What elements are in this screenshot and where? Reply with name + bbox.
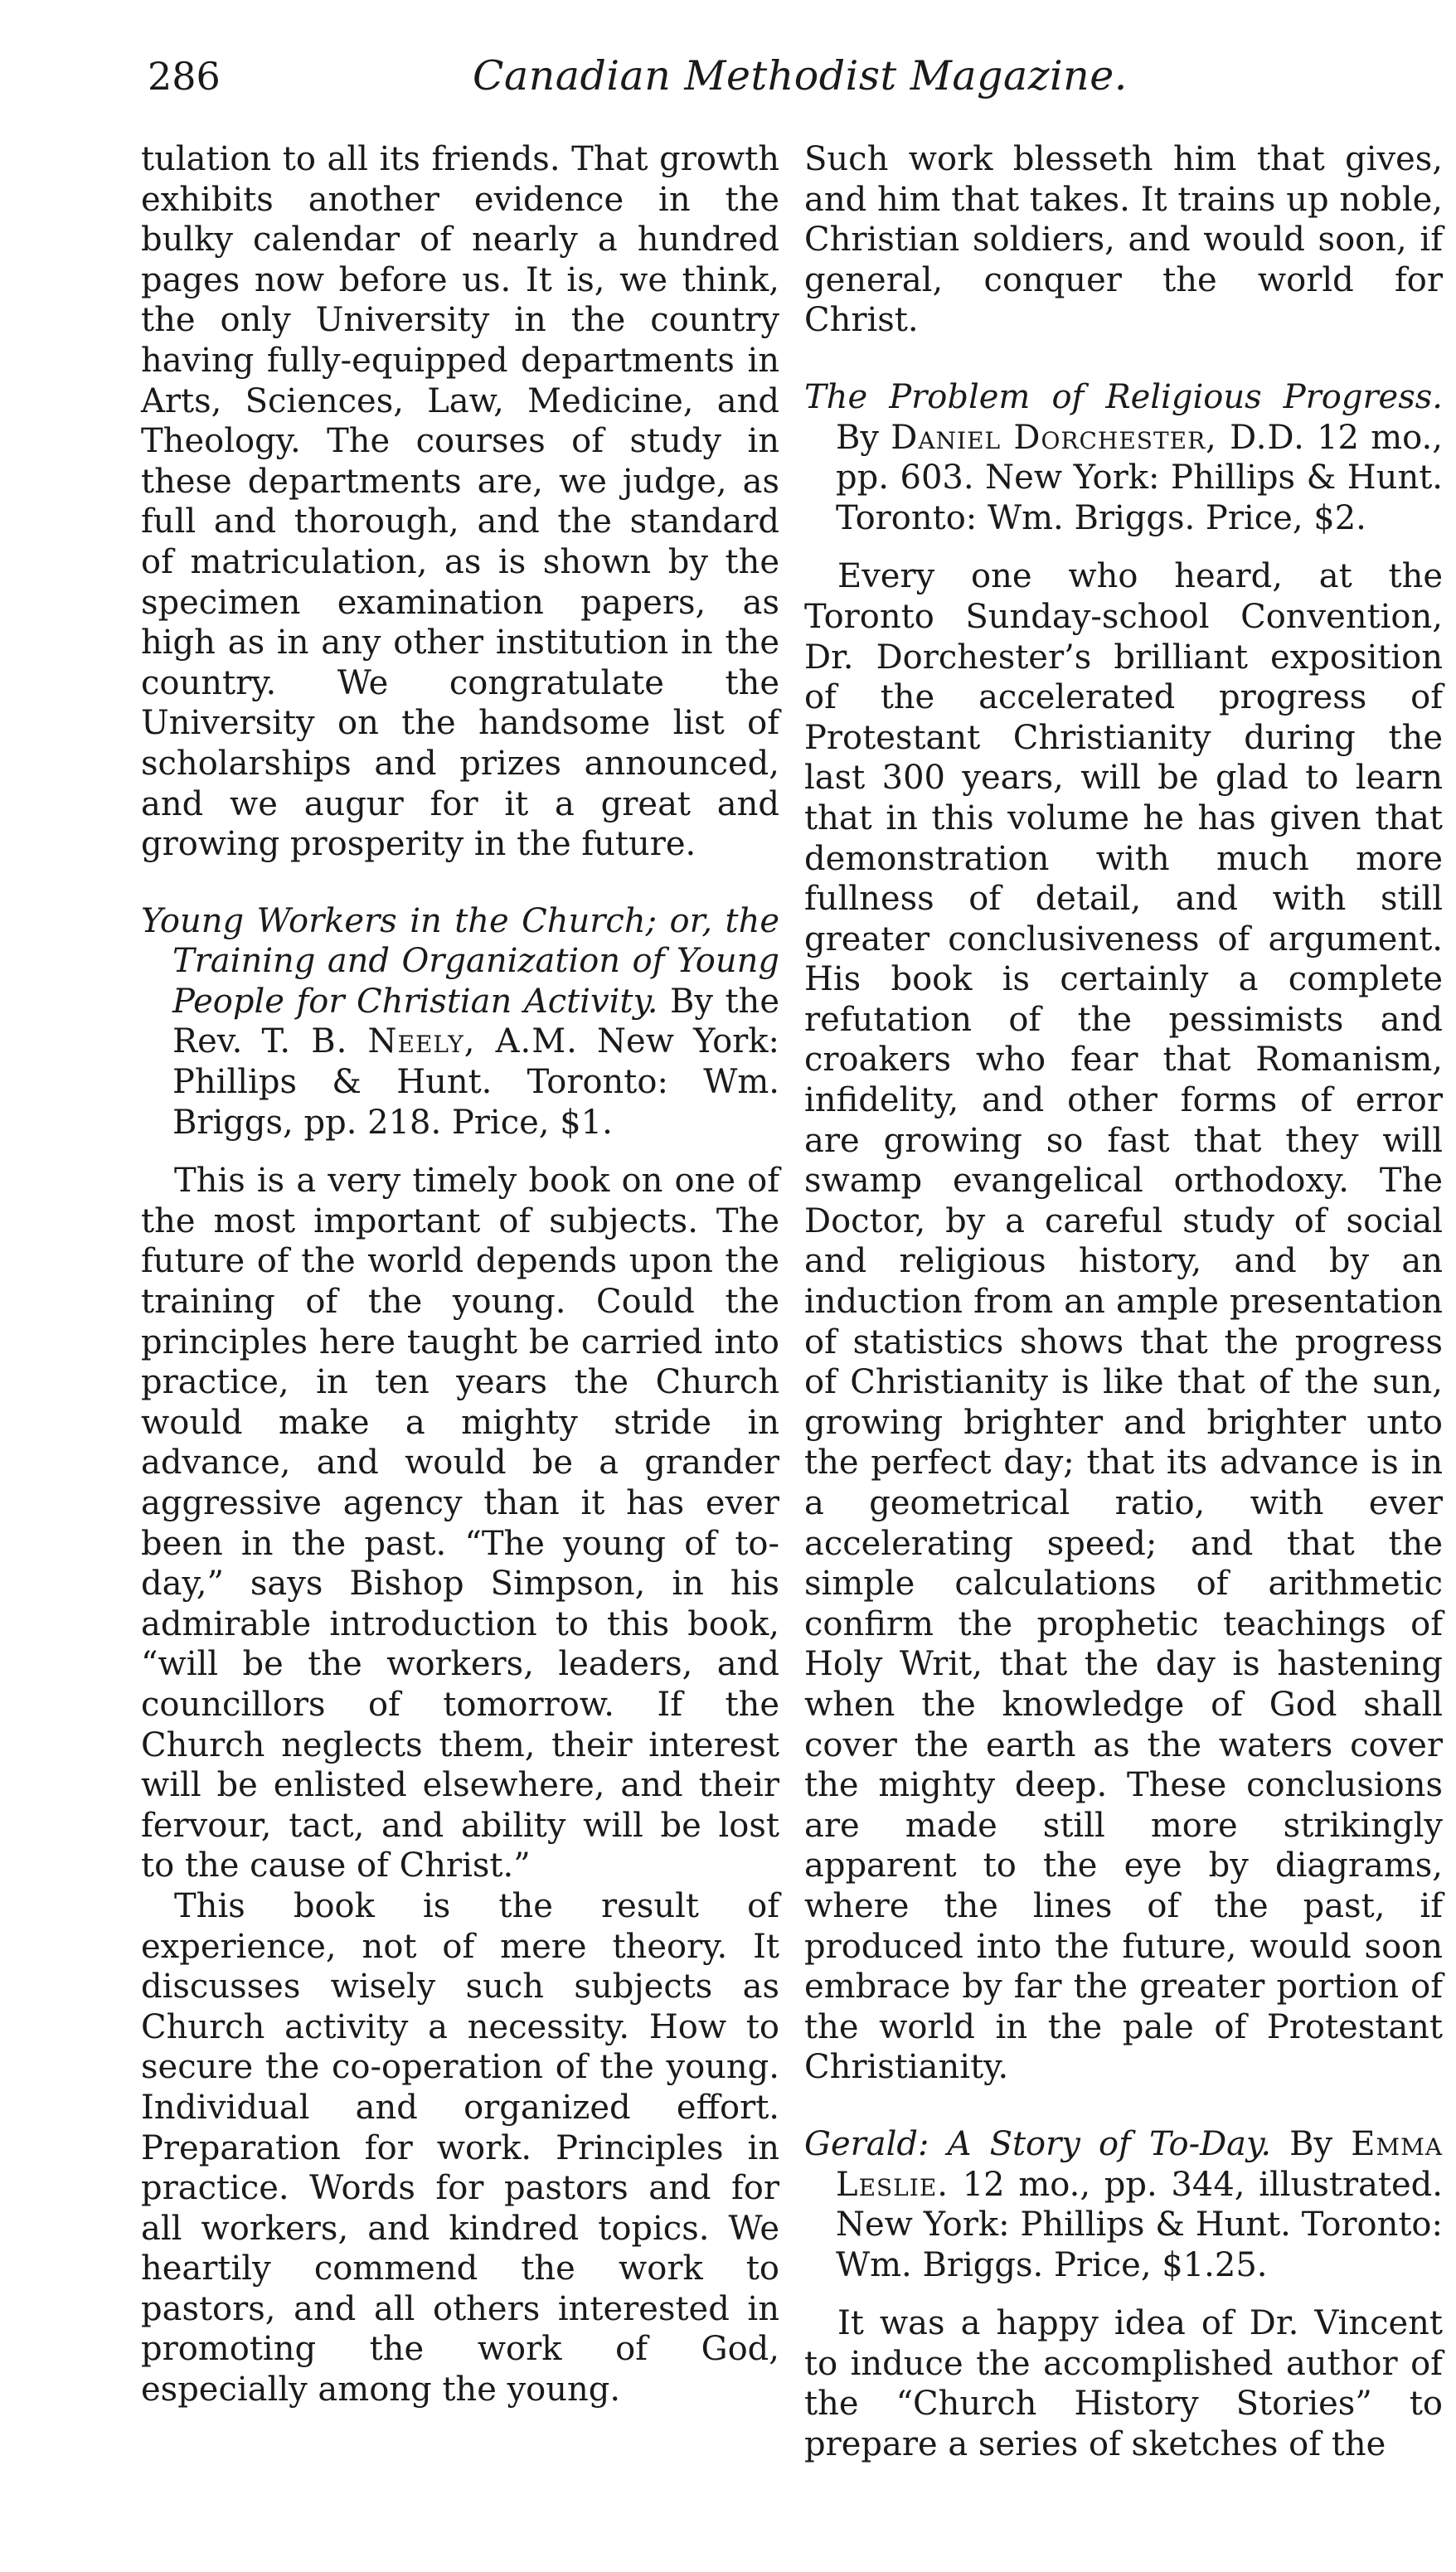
- book-author: Emma Leslie.: [836, 2124, 1443, 2204]
- book-notice-gerald: [804, 2124, 1443, 2285]
- page-number: 286: [148, 54, 221, 99]
- book-by: By the Rev.: [172, 982, 779, 1061]
- intro-paragraph: tulation to all its friends. That growth exhibits another evidence in the bulky calendar of nearly a hundred pages now before us. It is, we think, the only University in the country having fully-equipped departments in Arts, Sciences, Law, Medicine, and Theology. The courses of study in these departments are, we judge, as full and thorough, and the standard of matriculation, as is shown by the specimen examination papers, as high as in any other institution in the country. We congratulate the University on the handsome list of scholarships and prizes announced, and we augur for it a great and growing prosperity in the future.: [141, 140, 779, 864]
- book-details: 12 mo., pp. 344, illustrated. New York: Phillips & Hunt. Toronto: Wm. Briggs. Price, $1.25.: [836, 2165, 1443, 2284]
- review-paragraph: This is a very timely book on one of the most important of subjects. The future of the world depends upon the training of the young. Could the principles here taught be carried into practice, in ten years the Church would make a mighty stride in advance, and would be a grander aggressive agency than it has ever been in the past. “The young of to-day,” says Bishop Simpson, in his admirable introduction to this book, “will be the workers, leaders, and councillors of tomorrow. If the Church neglects them, their interest will be enlisted elsewhere, and their fervour, tact, and ability will be lost to the cause of Christ.”: [141, 1162, 779, 1885]
- book-title: Young Workers in the Church; or, the Training and Organization of Young People for Christian Activity.: [141, 901, 779, 1021]
- book-title: Gerald: A Story of To-Day.: [804, 2124, 1272, 2163]
- book-notice-young-workers: [141, 901, 779, 1143]
- book-by: By: [836, 418, 891, 457]
- book-details: New York: Phillips & Hunt. Toronto: Wm. Briggs, pp. 218. Price, $1.: [172, 1022, 779, 1142]
- review-paragraph: It was a happy idea of Dr. Vincent to induce the accomplished author of the “Church History Stories” to prepare a series of sketches of the: [804, 2304, 1443, 2464]
- book-details: 12 mo., pp. 603. New York: Phillips & Hunt. Toronto: Wm. Briggs. Price, $2.: [836, 418, 1443, 537]
- book-author: T. B. Neely, A.M.: [261, 1022, 578, 1061]
- book-by: By: [1271, 2124, 1352, 2163]
- book-title: The Problem of Religious Progress.: [804, 377, 1443, 416]
- section-gap: [804, 2285, 1443, 2303]
- section-gap: [141, 1143, 779, 1161]
- review-paragraph: This book is the result of experience, not of mere theory. It discusses wisely such subjects as Church activity a necessity. How to secure the co-operation of the young. Individual and organized effort. Preparation for work. Principles in practice. Words for pastors and for all workers, and kindred topics. We heartily commend the work to pastors, and all others interested in promoting the work of God, especially among the young.: [141, 1886, 779, 2409]
- section-gap: [804, 2088, 1443, 2124]
- page-header: [124, 43, 1285, 109]
- running-title: Canadian Methodist Magazine.: [473, 52, 1128, 99]
- book-author: Daniel Dorchester, D.D.: [891, 418, 1305, 457]
- section-gap: [804, 341, 1443, 377]
- section-gap: [804, 538, 1443, 556]
- review-paragraph: Every one who heard, at the Toronto Sunday-school Convention, Dr. Dorchester’s brilliant exposition of the accelerated progress of Protestant Christianity during the last 300 years, will be glad to learn that in this volume he has given that demonstration with much more fullness of detail, and with still greater conclusiveness of argument. His book is certainly a complete refutation of the pessimists and croakers who fear that Romanism, infidelity, and other forms of error are growing so fast that they will swamp evangelical orthodoxy. The Doctor, by a careful study of social and religious history, and by an induction from an ample presentation of statistics shows that the progress of Christianity is like that of the sun, growing brighter and brighter unto the perfect day; that its advance is in a geometrical ratio, with ever accelerating speed; and that the simple calculations of arithmetic confirm the prophetic teachings of Holy Writ, that the day is hastening when the knowledge of God shall cover the earth as the waters cover the mighty deep. These conclusions are made still more strikingly apparent to the eye by diagrams, where the lines of the past, if produced into the future, would soon embrace by far the greater portion of the world in the pale of Protestant Christianity.: [804, 557, 1443, 2087]
- right-column: [804, 139, 1443, 2465]
- section-gap: [141, 865, 779, 901]
- left-column: [141, 139, 779, 2410]
- book-notice-religious-progress: [804, 377, 1443, 538]
- review-paragraph: Such work blesseth him that gives, and him that takes. It trains up noble, Christian soldiers, and would soon, if general, conquer the world for Christ.: [804, 140, 1443, 340]
